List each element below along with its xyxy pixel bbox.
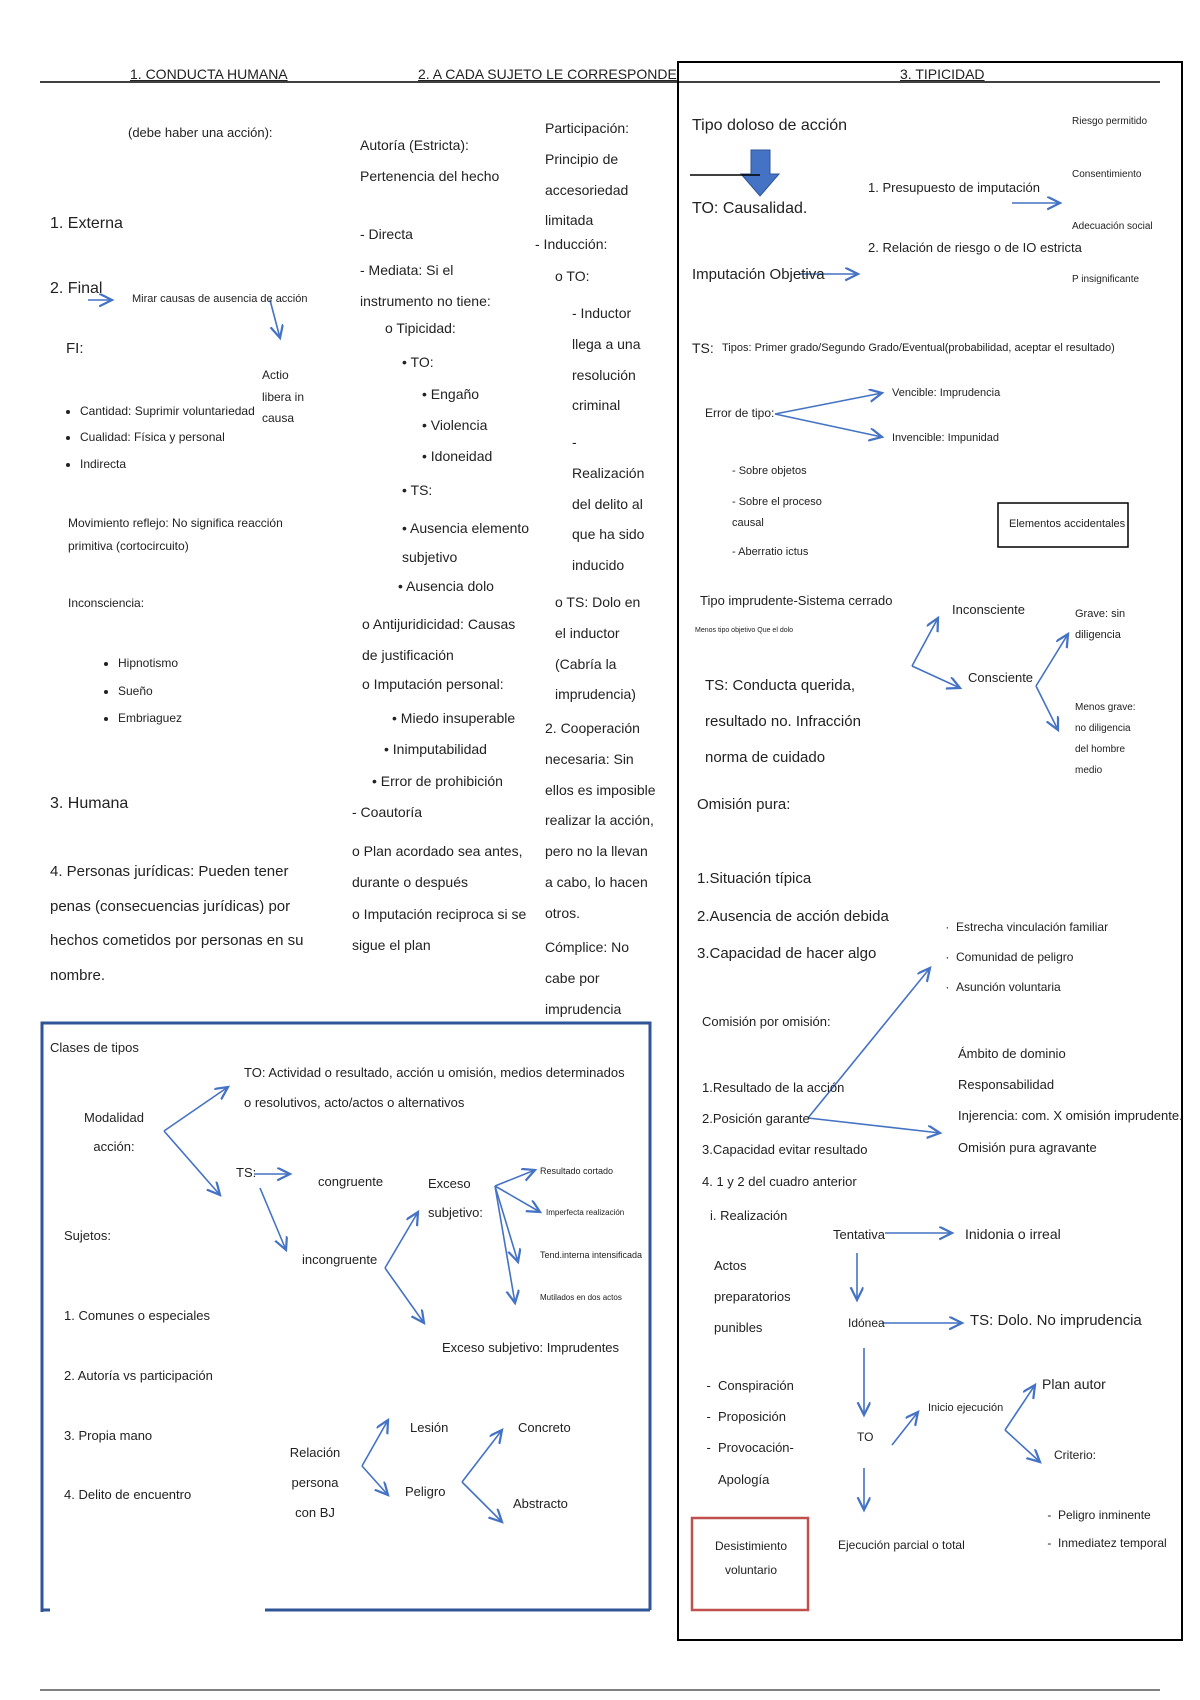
resultado-cortado-text: Resultado cortado (540, 1166, 614, 1176)
list-item: 3. Propia mano (64, 1427, 153, 1443)
ts-label: TS: (692, 340, 714, 356)
omision-pura-text: Omisión pura: (697, 796, 791, 813)
list-item: 4. 1 y 2 del cuadro anterior (702, 1173, 857, 1189)
imputacion-personal-text: o Imputación personal: (362, 676, 504, 692)
comision-list (702, 1072, 868, 1197)
header-tipicidad: 3. TIPICIDAD (900, 66, 985, 82)
ausencia-elemento-text: • Ausencia elemento subjetivo (402, 520, 530, 566)
ausencia-dolo-text: • Ausencia dolo (398, 578, 494, 594)
inicio-ejecucion-text: Inicio ejecución (928, 1402, 1004, 1414)
exceso-subjetivo-text: Exceso subjetivo: (428, 1176, 483, 1220)
list-item: 1.Situación típica (697, 870, 812, 887)
desistimiento-text: Desistimiento voluntario (714, 1539, 788, 1577)
list-item: 1. Comunes o especiales (64, 1308, 210, 1323)
final-text: 2. Final (50, 280, 103, 297)
list-item: - Provocación-Apología (718, 1432, 828, 1494)
reflejo-text: Movimiento reflejo: No significa reacción primitiva (cortocircuito) (68, 516, 283, 553)
list-item: 1.Resultado de la acción (702, 1080, 845, 1095)
list-item: · Estrecha vinculación familiar (956, 912, 1108, 942)
list-item: · Asunción voluntaria (956, 972, 1108, 1002)
presupuesto-text: 1. Presupuesto de imputación (868, 180, 1040, 195)
actio-text: Actio libera in causa (262, 368, 305, 426)
tentativa-text: Tentativa (833, 1227, 886, 1242)
list-item: 2. Autoría vs participación (64, 1367, 213, 1383)
insignificante-text: P insignificante (1072, 274, 1140, 285)
list-item: • Sueño (118, 678, 182, 706)
inconsciencia-list (100, 650, 182, 733)
error-prohibicion-text: • Error de prohibición (372, 773, 503, 789)
consciente-text: Consciente (968, 670, 1034, 685)
actos-preparatorios-text: Actos preparatorios punibles (714, 1258, 791, 1336)
ts-conducta-text: TS: Conducta querida, resultado no. Infracción norma de cuidado (705, 677, 861, 766)
criterio-list (1040, 1502, 1167, 1557)
list-item: - Inmediatez temporal (1058, 1530, 1167, 1558)
antijuridicidad-text: o Antijuridicidad: Causas de justificación (362, 616, 516, 663)
inductor-text: - Inductor llega a una resolución criminal (572, 305, 641, 414)
omision-pura-list (697, 860, 889, 973)
inimputabilidad-text: • Inimputabilidad (384, 741, 487, 757)
personas-juridicas-text: 4. Personas jurídicas: Pueden tener penas (consecuencias jurídicas) por hechos cometidos por personas en su nombre. (50, 863, 304, 984)
menos-tipo-text: Menos tipo objetivo Que el dolo (695, 627, 794, 634)
mediata-text: - Mediata: Si el instrumento no tiene: (360, 262, 491, 309)
comision-text: Comisión por omisión: (702, 1014, 831, 1029)
incongruente-text: incongruente (302, 1252, 378, 1267)
ts-tipos-text: Tipos: Primer grado/Segundo Grado/Eventual(probabilidad, aceptar el resultado) (722, 342, 1115, 354)
participacion-text: Participación: Principio de accesoriedad limitada (545, 120, 630, 229)
inconsciencia-text: Inconsciencia: (68, 596, 145, 610)
list-item: • Cantidad: Suprimir voluntariedad (80, 398, 255, 424)
ts-dolo-text: TS: Dolo. No imprudencia (970, 1312, 1142, 1329)
fi-text: FI: (66, 340, 84, 357)
exceso-imprudentes-text: Exceso subjetivo: Imprudentes (442, 1340, 620, 1355)
directa-text: - Directa (360, 226, 413, 242)
inidonia-text: Inidonia o irreal (965, 1226, 1061, 1242)
idonea-text: Idónea (848, 1316, 885, 1330)
list-item: Injerencia: com. X omisión imprudente. (958, 1108, 1183, 1124)
plan-acordado-text: o Plan acordado sea antes, durante o después (352, 843, 523, 890)
sobre-objetos-text: - Sobre objetos (732, 465, 807, 477)
abstracto-text: Abstracto (513, 1496, 568, 1511)
grave-text: Grave: sin diligencia (1075, 608, 1126, 641)
imputacion-objetiva-text: Imputación Objetiva (692, 266, 825, 283)
relacion-riesgo-text: 2. Relación de riesgo o de IO estricta (868, 240, 1082, 255)
riesgo-permitido-text: Riesgo permitido (1072, 116, 1148, 127)
sujetos-text: Sujetos: (64, 1228, 111, 1243)
cooperacion-text: 2. Cooperación necesaria: Sin ellos es imposible realizar la acción, pero no la llevan a cabo, lo hacen otros. (545, 720, 656, 921)
peligro-text: Peligro (405, 1484, 446, 1499)
list-item: Ámbito de dominio (958, 1046, 1066, 1061)
consentimiento-text: Consentimiento (1072, 169, 1142, 180)
inconsciente-text: Inconsciente (952, 602, 1025, 617)
elementos-accidentales-text: Elementos accidentales (1009, 518, 1126, 530)
criterio-text: Criterio: (1054, 1448, 1097, 1462)
tipo-imprudente-text: Tipo imprudente-Sistema cerrado (700, 593, 893, 608)
complice-text: Cómplice: No cabe por imprudencia (545, 939, 630, 1017)
list-item: Omisión pura agravante (958, 1139, 1097, 1155)
list-item: - Conspiración (718, 1370, 828, 1401)
realizacion-text: i. Realización (710, 1208, 788, 1223)
tendencia-text: Tend.interna intensificada (540, 1250, 643, 1260)
list-item: 2.Ausencia de acción debida (697, 907, 889, 925)
list-item: Responsabilidad (958, 1077, 1055, 1093)
list-item: 2.Posición garante (702, 1111, 810, 1127)
list-item: · Comunidad de peligro (956, 942, 1108, 972)
modalidad-text: Modalidad acción: (84, 1110, 144, 1154)
plan-autor-text: Plan autor (1042, 1376, 1106, 1392)
adecuacion-text: Adecuación social (1072, 221, 1153, 232)
list-item: • Embriaguez (118, 705, 182, 733)
realizacion-delito-text: - Realización del delito al que ha sido inducido (572, 434, 645, 574)
clases-title: Clases de tipos (50, 1040, 139, 1055)
humana-text: 3. Humana (50, 795, 129, 812)
error-tipo-text: Error de tipo: (705, 406, 775, 420)
externa-text: 1. Externa (50, 215, 123, 232)
tipo-doloso-text: Tipo doloso de acción (692, 117, 848, 134)
ejecucion-text: Ejecución parcial o total (838, 1538, 965, 1552)
to-realizacion-text: TO (857, 1430, 874, 1444)
congruente-text: congruente (318, 1174, 384, 1189)
to-causalidad-text: TO: Causalidad. (692, 200, 808, 217)
list-item: 4. Delito de encuentro (64, 1487, 192, 1503)
sujetos-list (64, 1286, 213, 1525)
fi-list (62, 398, 255, 477)
list-item: 3.Capacidad de hacer algo (697, 945, 877, 962)
induccion-to-text: o TO: (555, 268, 590, 284)
mirar-text: Mirar causas de ausencia de acción (132, 293, 308, 305)
clases-ts-text: TS: (236, 1165, 257, 1180)
menos-grave-text: Menos grave: no diligencia del hombre medio (1075, 702, 1136, 776)
to-text: • TO: (402, 354, 434, 370)
miedo-text: • Miedo insuperable (392, 710, 516, 726)
engano-text: • Engaño (422, 386, 480, 402)
aberratio-text: - Aberratio ictus (732, 546, 809, 558)
preparatorios-list (700, 1370, 828, 1495)
autoria-text: Autoría (Estricta): Pertenencia del hecho (360, 137, 500, 184)
concreto-text: Concreto (518, 1420, 571, 1435)
vinculacion-list (938, 912, 1108, 1002)
list-item: • Indirecta (80, 451, 255, 477)
header-sujeto: 2. A CADA SUJETO LE CORRESPONDE (418, 66, 677, 82)
header-conducta-humana: 1. CONDUCTA HUMANA (130, 66, 288, 82)
down-arrow-icon (741, 150, 779, 196)
vencible-text: Vencible: Imprudencia (892, 387, 1001, 399)
accion-text: (debe haber una acción): (128, 125, 273, 140)
idoneidad-text: • Idoneidad (422, 448, 493, 464)
list-item: - Peligro inminente (1058, 1502, 1167, 1530)
list-item: • Cualidad: Física y personal (80, 424, 255, 450)
imputacion-reciproca-text: o Imputación reciproca si se sigue el plan (352, 906, 527, 953)
list-item: 3.Capacidad evitar resultado (702, 1142, 868, 1158)
violencia-text: • Violencia (422, 417, 488, 433)
sobre-proceso-text: - Sobre el proceso causal (732, 496, 822, 529)
relacion-bj-text: Relación persona con BJ (289, 1445, 341, 1520)
ambito-list (958, 1038, 1183, 1163)
mutilados-text: Mutilados en dos actos (540, 1293, 622, 1302)
coautoria-text: - Coautoría (352, 804, 423, 820)
to-actividad-text: TO: Actividad o resultado, acción u omisión, medios determinados o resolutivos, acto/actos o alternativos (244, 1065, 625, 1110)
ts-dolo-inductor-text: o TS: Dolo en el inductor (Cabría la imprudencia) (555, 594, 641, 703)
induccion-text: - Inducción: (535, 236, 608, 252)
list-item: • Hipnotismo (118, 650, 182, 678)
imperfecta-text: Imperfecta realización (546, 1208, 625, 1217)
list-item: - Proposición (718, 1401, 828, 1432)
tipicidad-text: o Tipicidad: (385, 320, 456, 336)
ts-text: • TS: (402, 482, 433, 498)
lesion-text: Lesión (410, 1420, 449, 1435)
invencible-text: Invencible: Impunidad (892, 432, 1000, 444)
